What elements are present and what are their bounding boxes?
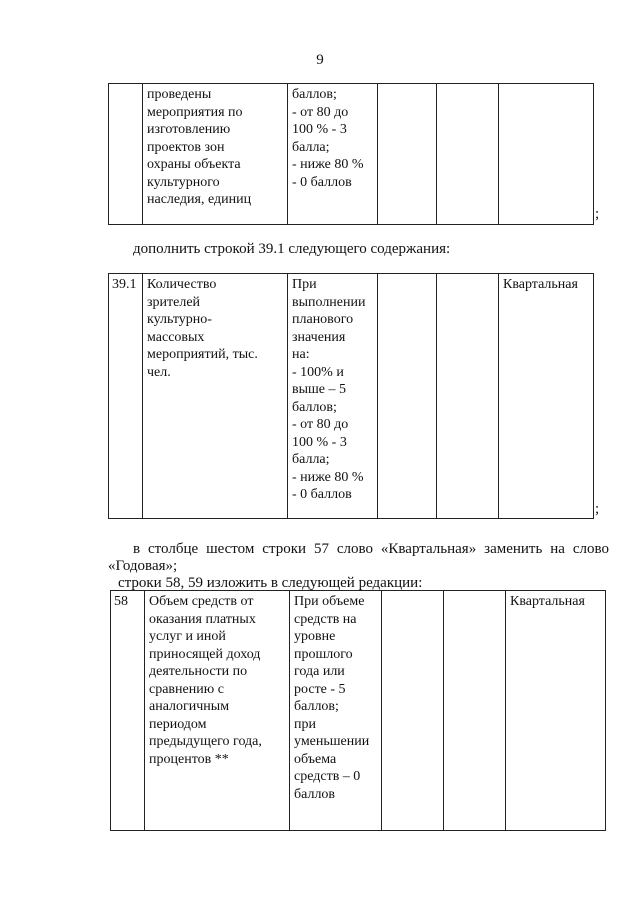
row-end-semicolon: ; <box>595 206 600 222</box>
paragraph-rows-58-59: строки 58, 59 изложить в следующей редакции: <box>118 575 423 591</box>
table-row-39-1 <box>108 273 594 519</box>
criteria-cell: При выполнении планового значения на: - 100% и выше – 5 баллов; - от 80 до 100 % - 3 балла; - ниже 80 % - 0 баллов <box>288 274 378 519</box>
row-number-cell <box>109 84 143 225</box>
empty-cell <box>382 591 444 831</box>
period-cell <box>499 84 594 225</box>
table-row <box>109 84 594 225</box>
empty-cell <box>378 274 437 519</box>
empty-cell <box>437 84 499 225</box>
table-row <box>111 591 606 831</box>
indicator-name-cell: проведены мероприятия по изготовлению проектов зон охраны объекта культурного наследия, единиц <box>143 84 288 225</box>
period-cell: Квартальная <box>506 591 606 831</box>
row-number-cell: 58 <box>111 591 145 831</box>
empty-cell <box>437 274 499 519</box>
empty-cell <box>444 591 506 831</box>
paragraph-replace-word-line-2: «Годовая»; <box>108 558 178 574</box>
table-row-58 <box>110 590 606 831</box>
paragraph-replace-word-line-1: в столбце шестом строки 57 слово «Квартальная» заменить на слово <box>133 541 609 557</box>
row-end-semicolon: ; <box>595 501 600 517</box>
criteria-cell: При объеме средств на уровне прошлого года или росте - 5 баллов; при уменьшении объема средств – 0 баллов <box>290 591 382 831</box>
criteria-cell: баллов; - от 80 до 100 % - 3 балла; - ниже 80 % - 0 баллов <box>288 84 378 225</box>
table-row <box>109 274 594 519</box>
paragraph-add-row-39-1: дополнить строкой 39.1 следующего содержания: <box>133 241 451 257</box>
table-top-continuation <box>108 83 594 225</box>
empty-cell <box>378 84 437 225</box>
page-number: 9 <box>316 52 324 68</box>
period-cell: Квартальная <box>499 274 594 519</box>
indicator-name-cell: Количество зрителей культурно- массовых мероприятий, тыс. чел. <box>143 274 288 519</box>
indicator-name-cell: Объем средств от оказания платных услуг и иной приносящей доход деятельности по сравнению с аналогичным периодом предыдущего года, процентов ** <box>145 591 290 831</box>
row-number-cell: 39.1 <box>109 274 143 519</box>
